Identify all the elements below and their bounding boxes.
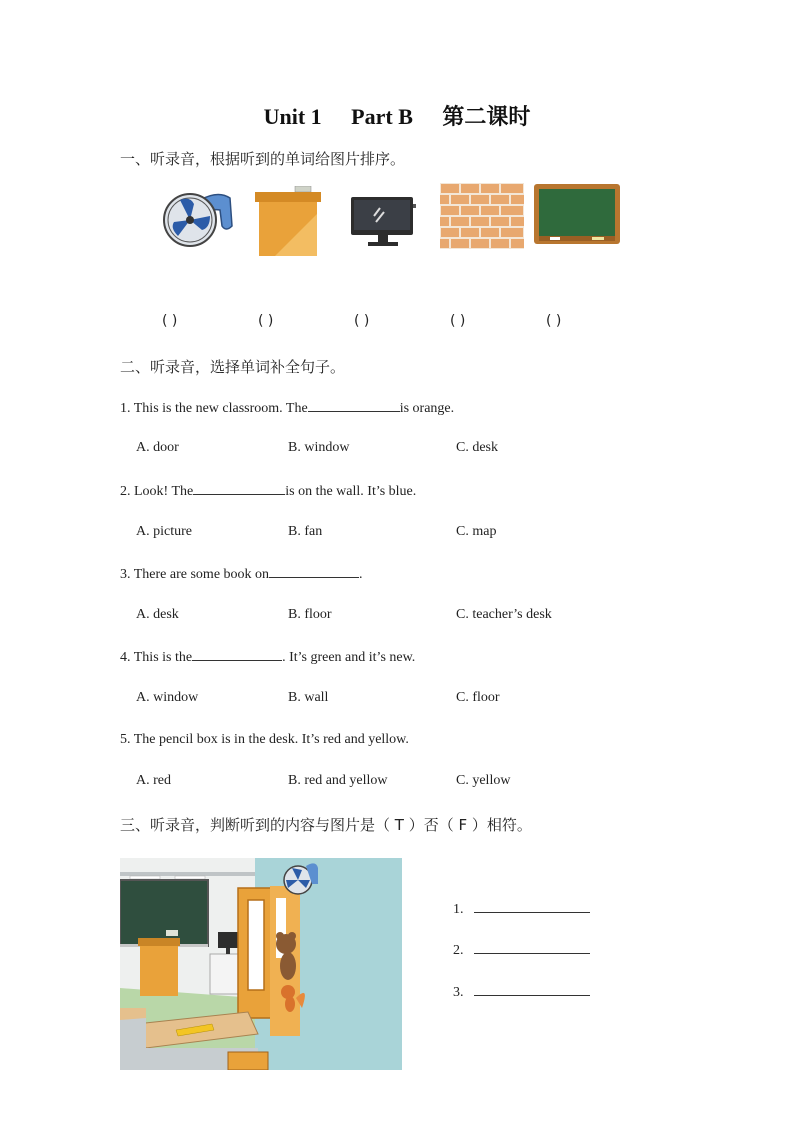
option-b[interactable]: B. fan — [288, 524, 323, 539]
title-part: Part B — [351, 104, 413, 129]
option-a[interactable]: A. door — [136, 440, 179, 455]
section2-heading: 二、听录音，选择单词补全句子。 — [120, 358, 346, 376]
answer-number: 3. — [453, 985, 464, 1000]
answer-blank[interactable] — [269, 565, 359, 578]
option-b[interactable]: B. wall — [288, 690, 329, 705]
option-c[interactable]: C. yellow — [456, 773, 511, 788]
title-unit: Unit 1 — [263, 104, 322, 129]
question-1 — [120, 399, 454, 417]
question-text: 1. This is the new classroom. The — [120, 401, 308, 416]
answer-blank[interactable] — [192, 648, 282, 661]
option-b[interactable]: B. window — [288, 440, 350, 455]
option-c[interactable]: C. desk — [456, 440, 498, 455]
section3-heading: 三、听录音，判断听到的内容与图片是（ T ）否（ F ）相符。 — [120, 816, 532, 834]
teachers-desk-icon — [255, 186, 323, 256]
order-blank-5[interactable]: ( ) — [546, 313, 562, 329]
blackboard-icon — [532, 182, 622, 246]
answer-line-2[interactable] — [453, 941, 590, 959]
option-c[interactable]: C. map — [456, 524, 497, 539]
fan-icon — [160, 186, 235, 250]
order-blank-3[interactable]: ( ) — [354, 313, 370, 329]
answer-blank[interactable] — [474, 941, 590, 954]
title-lesson: 第二课时 — [442, 104, 531, 129]
computer-icon — [350, 196, 416, 248]
page-title — [0, 100, 794, 131]
order-blank-1[interactable]: ( ) — [162, 313, 178, 329]
section1-heading: 一、听录音，根据听到的单词给图片排序。 — [120, 150, 406, 168]
answer-line-3[interactable] — [453, 983, 590, 1001]
question-3 — [120, 565, 363, 583]
question-text: 4. This is the — [120, 650, 193, 665]
question-text: . — [359, 567, 363, 582]
answer-blank[interactable] — [474, 900, 590, 913]
option-a[interactable]: A. red — [136, 773, 171, 788]
option-c[interactable]: C. teacher’s desk — [456, 607, 552, 622]
question-5 — [120, 732, 409, 748]
answer-number: 1. — [453, 902, 464, 917]
option-a[interactable]: A. window — [136, 690, 199, 705]
answer-blank[interactable] — [193, 482, 285, 495]
question-text: 5. The pencil box is in the desk. It’s red and yellow. — [120, 732, 409, 747]
question-text: is orange. — [399, 401, 455, 416]
answer-blank[interactable] — [474, 983, 590, 996]
classroom-image — [120, 858, 402, 1070]
question-text: 3. There are some book on — [120, 567, 270, 582]
question-4 — [120, 648, 415, 666]
question-text: is on the wall. It’s blue. — [285, 484, 417, 499]
option-c[interactable]: C. floor — [456, 690, 500, 705]
answer-blank[interactable] — [308, 399, 400, 412]
question-text: 2. Look! The — [120, 484, 194, 499]
question-2 — [120, 482, 416, 500]
option-b[interactable]: B. red and yellow — [288, 773, 388, 788]
answer-line-1[interactable] — [453, 900, 590, 918]
option-b[interactable]: B. floor — [288, 607, 332, 622]
order-blank-4[interactable]: ( ) — [450, 313, 466, 329]
option-a[interactable]: A. picture — [136, 524, 192, 539]
answer-number: 2. — [453, 943, 464, 958]
order-blank-2[interactable]: ( ) — [258, 313, 274, 329]
option-a[interactable]: A. desk — [136, 607, 179, 622]
wall-icon — [440, 183, 524, 249]
question-text: . It’s green and it’s new. — [282, 650, 416, 665]
